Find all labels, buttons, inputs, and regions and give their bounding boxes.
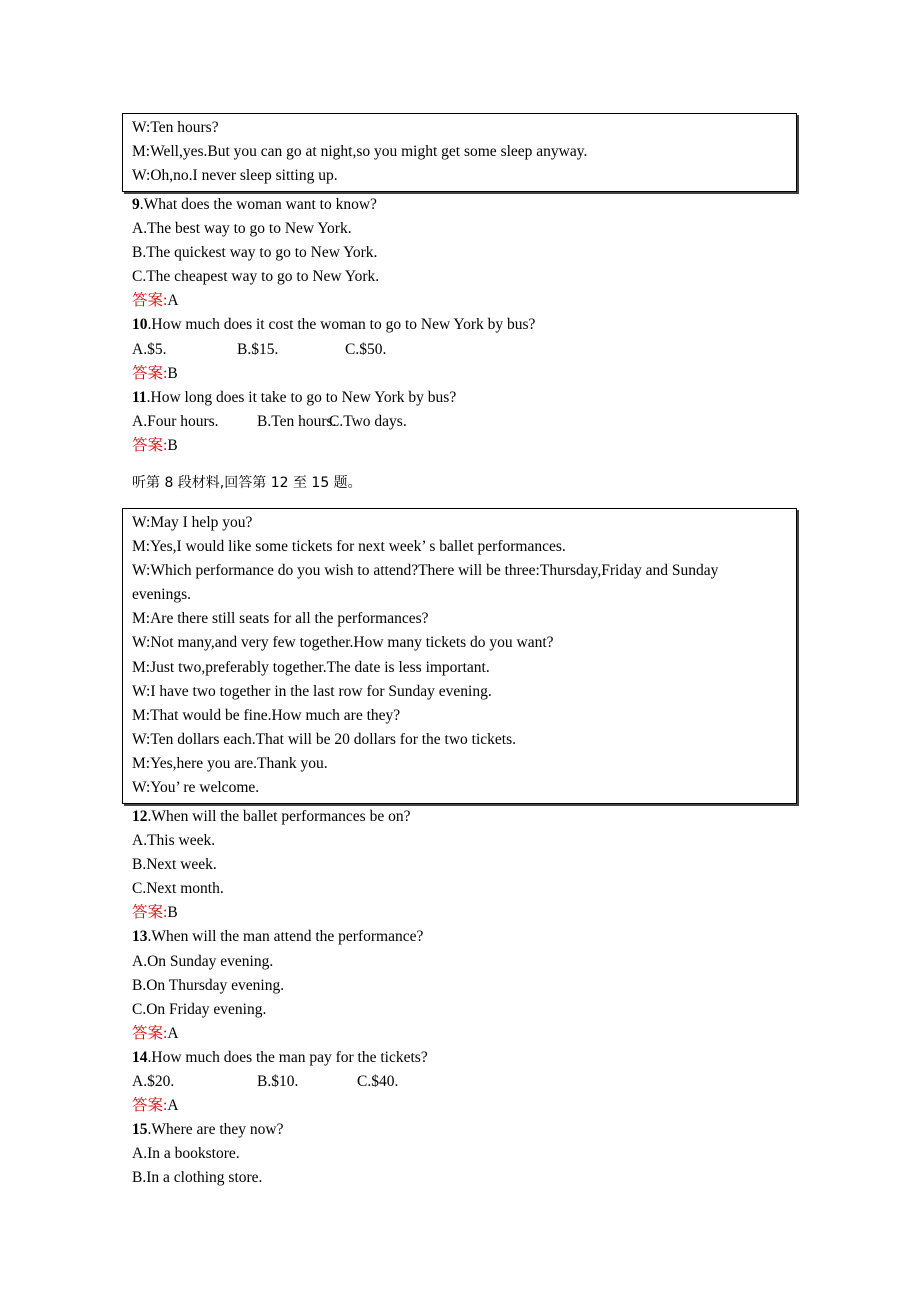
question-number: 9 <box>132 196 140 213</box>
options-row <box>132 410 535 434</box>
dialogue-line: W:Which performance do you wish to attend?There will be three:Thursday,Friday and Sunday <box>132 562 719 580</box>
question-15 <box>132 1118 428 1142</box>
answer <box>132 289 535 313</box>
option: A.This week. <box>132 832 216 850</box>
questions-9-11 <box>132 193 535 458</box>
answer <box>132 901 428 925</box>
question-number: 10 <box>132 316 148 334</box>
answer <box>132 1094 428 1118</box>
question-text: .When will the man attend the performance? <box>147 928 424 946</box>
answer <box>132 1022 428 1046</box>
question-number: 12 <box>132 808 148 825</box>
answer-label: 答案: <box>132 364 168 382</box>
answer-value: A <box>167 292 179 310</box>
option: B.Ten hours. <box>257 412 337 430</box>
question-text: .When will the ballet performances be on? <box>147 808 411 825</box>
answer-label: 答案: <box>132 904 168 922</box>
option: B.$15. <box>237 340 279 358</box>
option: A.Four hours. <box>132 412 219 430</box>
answer <box>132 362 535 386</box>
question-text: .Where are they now? <box>147 1121 284 1139</box>
question-number: 13 <box>132 928 148 946</box>
option: C.$50. <box>345 340 387 358</box>
question-text: .What does the woman want to know? <box>139 196 377 213</box>
question-number: 11 <box>132 388 147 406</box>
answer-value: B <box>167 364 178 382</box>
option: B.On Thursday evening. <box>132 976 285 994</box>
dialogue-line: W:Oh,no.I never sleep sitting up. <box>132 167 338 185</box>
dialogue-line: W:Ten dollars each.That will be 20 dollars for the two tickets. <box>132 730 517 748</box>
dialogue-line: W:Not many,and very few together.How many tickets do you want? <box>132 634 554 652</box>
option: B.In a clothing store. <box>132 1169 263 1187</box>
answer-label: 答案: <box>132 1024 168 1042</box>
option: B.Next week. <box>132 856 217 874</box>
answer-value: B <box>167 904 178 922</box>
dialogue-line: M:Are there still seats for all the performances? <box>132 610 429 628</box>
option: A.$5. <box>132 340 167 358</box>
question-text: .How much does the man pay for the tickets? <box>147 1048 428 1066</box>
option: C.The cheapest way to go to New York. <box>132 268 380 286</box>
option: C.Two days. <box>329 412 407 430</box>
question-text: .How long does it take to go to New York by bus? <box>146 388 457 406</box>
option: A.$20. <box>132 1073 175 1091</box>
dialogue-line: W:May I help you? <box>132 514 253 531</box>
answer-value: A <box>167 1097 179 1115</box>
question-10 <box>132 313 535 337</box>
question-number: 14 <box>132 1048 148 1066</box>
question-14 <box>132 1046 428 1070</box>
option: A.On Sunday evening. <box>132 952 274 970</box>
answer-value: B <box>167 436 178 454</box>
answer-label: 答案: <box>132 1097 168 1115</box>
question-text: .How much does it cost the woman to go to New York by bus? <box>147 316 536 334</box>
option: C.$40. <box>357 1073 399 1091</box>
answer-value: A <box>167 1024 179 1042</box>
option: A.The best way to go to New York. <box>132 220 352 238</box>
dialogue-line: W:I have two together in the last row for Sunday evening. <box>132 682 492 700</box>
question-9 <box>132 193 535 217</box>
dialogue-line: M:That would be fine.How much are they? <box>132 706 401 724</box>
dialogue-box-1 <box>122 113 797 192</box>
question-13 <box>132 925 428 949</box>
option: B.The quickest way to go to New York. <box>132 244 378 262</box>
dialogue-box-2 <box>122 508 797 804</box>
dialogue-line: W:You’ re welcome. <box>132 779 260 797</box>
answer-label: 答案: <box>132 436 168 454</box>
dialogue-line: M:Yes,I would like some tickets for next week’ s ballet performances. <box>132 538 566 556</box>
option: C.Next month. <box>132 880 224 898</box>
options-row <box>132 338 535 362</box>
question-12 <box>132 805 428 829</box>
option: B.$10. <box>257 1073 299 1091</box>
dialogue-line: M:Just two,preferably together.The date is less important. <box>132 658 490 676</box>
questions-12-15 <box>132 805 428 1191</box>
option: A.In a bookstore. <box>132 1145 240 1163</box>
dialogue-line: M:Well,yes.But you can go at night,so you might get some sleep anyway. <box>132 143 588 161</box>
answer-label: 答案: <box>132 292 168 310</box>
dialogue-line: evenings. <box>132 586 191 604</box>
question-11 <box>132 386 535 410</box>
options-row <box>132 1070 428 1094</box>
option: C.On Friday evening. <box>132 1000 267 1018</box>
dialogue-line: W:Ten hours? <box>132 119 219 136</box>
dialogue-line: M:Yes,here you are.Thank you. <box>132 754 328 772</box>
question-number: 15 <box>132 1121 148 1139</box>
section-heading: 听第 8 段材料,回答第 12 至 15 题。 <box>132 475 362 491</box>
answer <box>132 434 535 458</box>
